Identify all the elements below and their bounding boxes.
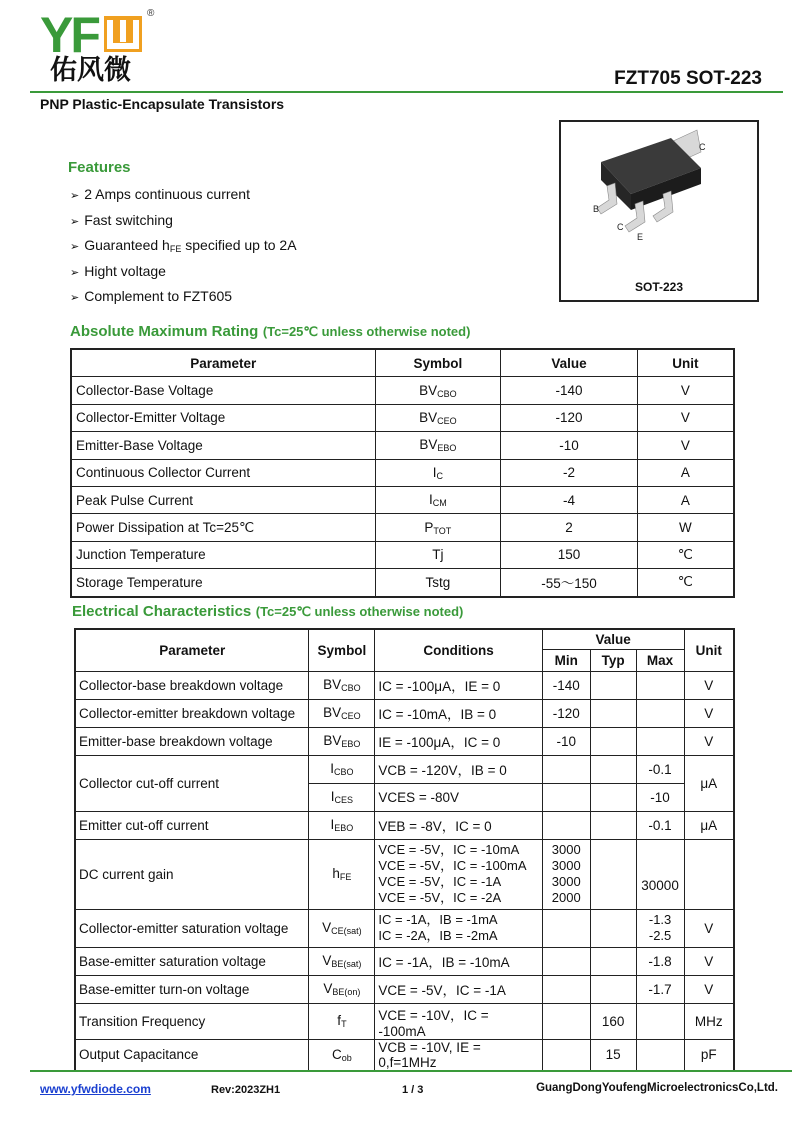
typ-cell: 15 <box>590 1039 636 1071</box>
symbol-cell: $BV_{EBO}$ <box>375 432 501 459</box>
table-row <box>75 755 734 783</box>
column-header: Symbol <box>309 629 375 671</box>
column-header: Symbol <box>375 349 501 377</box>
pin-label: C <box>699 142 706 152</box>
param-cell: Peak Pulse Current <box>71 486 375 513</box>
table-row <box>75 975 734 1003</box>
unit-cell: V <box>684 975 734 1003</box>
param-cell: Continuous Collector Current <box>71 459 375 486</box>
company-name: GuangDongYoufengMicroelectronicsCo,Ltd. <box>536 1082 778 1094</box>
revision-label: Rev:2023ZH1 <box>211 1084 281 1096</box>
value-cell: -10 <box>501 432 638 459</box>
symbol-cell: $BV_{CEO}$ <box>309 699 375 727</box>
min-cell <box>542 755 590 783</box>
condition-cell: VCE = -5V，IC = -1A <box>375 975 542 1003</box>
elec-title: Electrical Characteristics <box>72 603 252 620</box>
max-cell: -0.1 <box>636 811 684 839</box>
abs-max-title: Absolute Maximum Rating <box>70 323 259 340</box>
max-cell: -1.8 <box>636 947 684 975</box>
feature-item: ➢ Fast switching <box>70 212 173 228</box>
symbol-cell: $C_{ob}$ <box>309 1039 375 1071</box>
condition-cell: VCB = -10V, IE = 0,f=1MHz <box>375 1039 542 1071</box>
condition-cell: VEB = -8V，IC = 0 <box>375 811 542 839</box>
value-cell: 2 <box>501 514 638 541</box>
param-cell: Emitter-Base Voltage <box>71 432 375 459</box>
param-cell: Base-emitter turn-on voltage <box>75 975 309 1003</box>
condition-cell: VCE = -10V，IC = -100mA <box>375 1003 542 1039</box>
max-cell <box>636 727 684 755</box>
condition-cell: VCB = -120V，IB = 0 <box>375 755 542 783</box>
table-header-row <box>71 349 734 377</box>
arrow-bullet-icon: ➢ <box>70 267 80 279</box>
unit-cell: V <box>684 699 734 727</box>
pin-label: B <box>593 204 600 214</box>
footer-divider <box>30 1070 792 1072</box>
column-header: Conditions <box>375 629 542 671</box>
unit-cell: V <box>684 671 734 699</box>
table-row <box>75 839 734 909</box>
condition-cell: IE = -100μA，IC = 0 <box>375 727 542 755</box>
part-title: FZT705 SOT-223 <box>614 68 762 89</box>
symbol-cell: $I_{CBO}$ <box>309 755 375 783</box>
min-cell <box>542 975 590 1003</box>
table-row <box>75 811 734 839</box>
typ-cell <box>590 755 636 783</box>
param-cell: Output Capacitance <box>75 1039 309 1071</box>
registered-mark: ® <box>147 8 155 19</box>
table-row <box>71 514 734 541</box>
unit-cell: A <box>637 486 734 513</box>
symbol-cell: $h_{FE}$ <box>309 839 375 909</box>
param-cell: DC current gain <box>75 839 309 909</box>
column-header: Parameter <box>75 629 309 671</box>
column-header: Max <box>636 649 684 671</box>
unit-cell: A <box>637 459 734 486</box>
symbol-cell: $I_{EBO}$ <box>309 811 375 839</box>
pin-label: C <box>617 222 624 232</box>
column-header: Unit <box>684 629 734 671</box>
max-cell: 30000 <box>636 839 684 909</box>
unit-cell: V <box>684 947 734 975</box>
table-row <box>71 404 734 431</box>
symbol-cell: $V_{BE(on)}$ <box>309 975 375 1003</box>
table-row <box>71 459 734 486</box>
min-cell: -140 <box>542 671 590 699</box>
min-cell: -120 <box>542 699 590 727</box>
abs-max-heading <box>70 323 470 341</box>
table-row <box>71 432 734 459</box>
feature-item: ➢ Hight voltage <box>70 263 166 279</box>
param-cell: Base-emitter saturation voltage <box>75 947 309 975</box>
symbol-cell: $BV_{CEO}$ <box>375 404 501 431</box>
elec-heading <box>72 603 463 621</box>
typ-cell <box>590 727 636 755</box>
symbol-cell: $BV_{CBO}$ <box>375 377 501 404</box>
typ-cell <box>590 947 636 975</box>
param-cell: Storage Temperature <box>71 569 375 597</box>
value-cell: -140 <box>501 377 638 404</box>
min-cell <box>542 783 590 811</box>
unit-cell: ℃ <box>637 569 734 597</box>
max-cell: -10 <box>636 783 684 811</box>
typ-cell <box>590 699 636 727</box>
table-row <box>75 1003 734 1039</box>
symbol-cell: $I_C$ <box>375 459 501 486</box>
column-header: Value <box>542 629 684 649</box>
param-cell: Power Dissipation at Tc=25℃ <box>71 514 375 541</box>
document-subtitle: PNP Plastic-Encapsulate Transistors <box>40 96 285 112</box>
arrow-bullet-icon: ➢ <box>70 216 80 228</box>
value-cell: 150 <box>501 541 638 568</box>
logo-chinese-name: 佑风微 <box>50 55 131 86</box>
param-cell: Collector-emitter saturation voltage <box>75 909 309 947</box>
table-row <box>71 569 734 597</box>
column-header: Parameter <box>71 349 375 377</box>
symbol-cell: $P_{TOT}$ <box>375 514 501 541</box>
condition-cell: IC = -1A，IB = -10mA <box>375 947 542 975</box>
min-cell <box>542 1039 590 1071</box>
features-title: Features <box>68 159 131 176</box>
min-cell <box>542 1003 590 1039</box>
unit-cell: V <box>637 432 734 459</box>
arrow-bullet-icon: ➢ <box>70 190 80 202</box>
unit-cell: V <box>684 909 734 947</box>
symbol-cell: $I_{CM}$ <box>375 486 501 513</box>
symbol-cell: $BV_{CBO}$ <box>309 671 375 699</box>
typ-cell <box>590 839 636 909</box>
arrow-bullet-icon: ➢ <box>70 292 80 304</box>
svg-text:YF: YF <box>40 7 98 62</box>
param-cell: Collector-base breakdown voltage <box>75 671 309 699</box>
max-cell <box>636 671 684 699</box>
header-divider <box>30 91 783 93</box>
unit-cell: ℃ <box>637 541 734 568</box>
param-cell: Collector-emitter breakdown voltage <box>75 699 309 727</box>
package-figure <box>559 120 759 302</box>
param-cell: Collector cut-off current <box>75 755 309 811</box>
table-row <box>75 947 734 975</box>
min-cell <box>542 947 590 975</box>
arrow-bullet-icon: ➢ <box>70 241 80 253</box>
param-cell: Emitter cut-off current <box>75 811 309 839</box>
value-cell: -120 <box>501 404 638 431</box>
param-cell: Collector-Emitter Voltage <box>71 404 375 431</box>
symbol-cell: $V_{BE(sat)}$ <box>309 947 375 975</box>
column-header: Typ <box>590 649 636 671</box>
table-header-row <box>75 629 734 649</box>
symbol-cell: $f_T$ <box>309 1003 375 1039</box>
unit-cell: pF <box>684 1039 734 1071</box>
max-cell <box>636 1003 684 1039</box>
min-cell <box>542 811 590 839</box>
abs-max-note: (Tc=25℃ unless otherwise noted) <box>262 324 471 339</box>
unit-cell: W <box>637 514 734 541</box>
typ-cell <box>590 783 636 811</box>
max-cell <box>636 699 684 727</box>
condition-cell: IC = -10mA，IB = 0 <box>375 699 542 727</box>
min-cell: 3000 3000 3000 2000 <box>542 839 590 909</box>
value-cell: -55～150 <box>501 569 638 597</box>
column-header: Unit <box>637 349 734 377</box>
symbol-cell: $BV_{EBO}$ <box>309 727 375 755</box>
pin-label: E <box>637 232 644 242</box>
table-row <box>75 727 734 755</box>
table-row <box>71 377 734 404</box>
symbol-cell: $V_{CE(sat)}$ <box>309 909 375 947</box>
unit-cell: V <box>684 727 734 755</box>
unit-cell: V <box>637 377 734 404</box>
value-cell: -4 <box>501 486 638 513</box>
abs-max-table <box>70 348 735 598</box>
max-cell: -0.1 <box>636 755 684 783</box>
table-row <box>75 909 734 947</box>
symbol-cell: Tstg <box>375 569 501 597</box>
table-row <box>75 1039 734 1071</box>
unit-cell <box>684 839 734 909</box>
elec-table <box>74 628 735 1072</box>
column-header: Value <box>501 349 638 377</box>
typ-cell: 160 <box>590 1003 636 1039</box>
feature-item: ➢ Complement to FZT605 <box>70 288 233 304</box>
table-row <box>75 699 734 727</box>
typ-cell <box>590 975 636 1003</box>
symbol-cell: Tj <box>375 541 501 568</box>
feature-item: ➢ Guaranteed $h_{FE}$ specified up to 2A <box>70 237 297 254</box>
max-cell: -1.3 -2.5 <box>636 909 684 947</box>
max-cell <box>636 1039 684 1071</box>
param-cell: Junction Temperature <box>71 541 375 568</box>
param-cell: Collector-Base Voltage <box>71 377 375 404</box>
elec-note: (Tc=25℃ unless otherwise noted) <box>255 604 464 619</box>
table-row <box>75 671 734 699</box>
condition-cell: IC = -100μA，IE = 0 <box>375 671 542 699</box>
unit-cell: μA <box>684 755 734 811</box>
symbol-cell: $I_{CES}$ <box>309 783 375 811</box>
max-cell: -1.7 <box>636 975 684 1003</box>
website-link[interactable]: www.yfwdiode.com <box>40 1082 151 1096</box>
column-header: Min <box>542 649 590 671</box>
package-caption: SOT-223 <box>634 280 684 294</box>
typ-cell <box>590 671 636 699</box>
unit-cell: μA <box>684 811 734 839</box>
feature-item: ➢ 2 Amps continuous current <box>70 186 250 202</box>
min-cell <box>542 909 590 947</box>
typ-cell <box>590 909 636 947</box>
min-cell: -10 <box>542 727 590 755</box>
condition-cell: IC = -1A，IB = -1mA IC = -2A，IB = -2mA <box>375 909 542 947</box>
table-row <box>71 541 734 568</box>
condition-cell: VCES = -80V <box>375 783 542 811</box>
param-cell: Transition Frequency <box>75 1003 309 1039</box>
page-number: 1 / 3 <box>402 1084 424 1096</box>
sot223-package-icon <box>561 122 757 272</box>
value-cell: -2 <box>501 459 638 486</box>
unit-cell: MHz <box>684 1003 734 1039</box>
typ-cell <box>590 811 636 839</box>
condition-cell: VCE = -5V，IC = -10mA VCE = -5V，IC = -100mA VCE = -5V，IC = -1A VCE = -5V，IC = -2A <box>375 839 542 909</box>
table-row <box>71 486 734 513</box>
yfw-logo-icon <box>40 6 160 62</box>
unit-cell: V <box>637 404 734 431</box>
param-cell: Emitter-base breakdown voltage <box>75 727 309 755</box>
